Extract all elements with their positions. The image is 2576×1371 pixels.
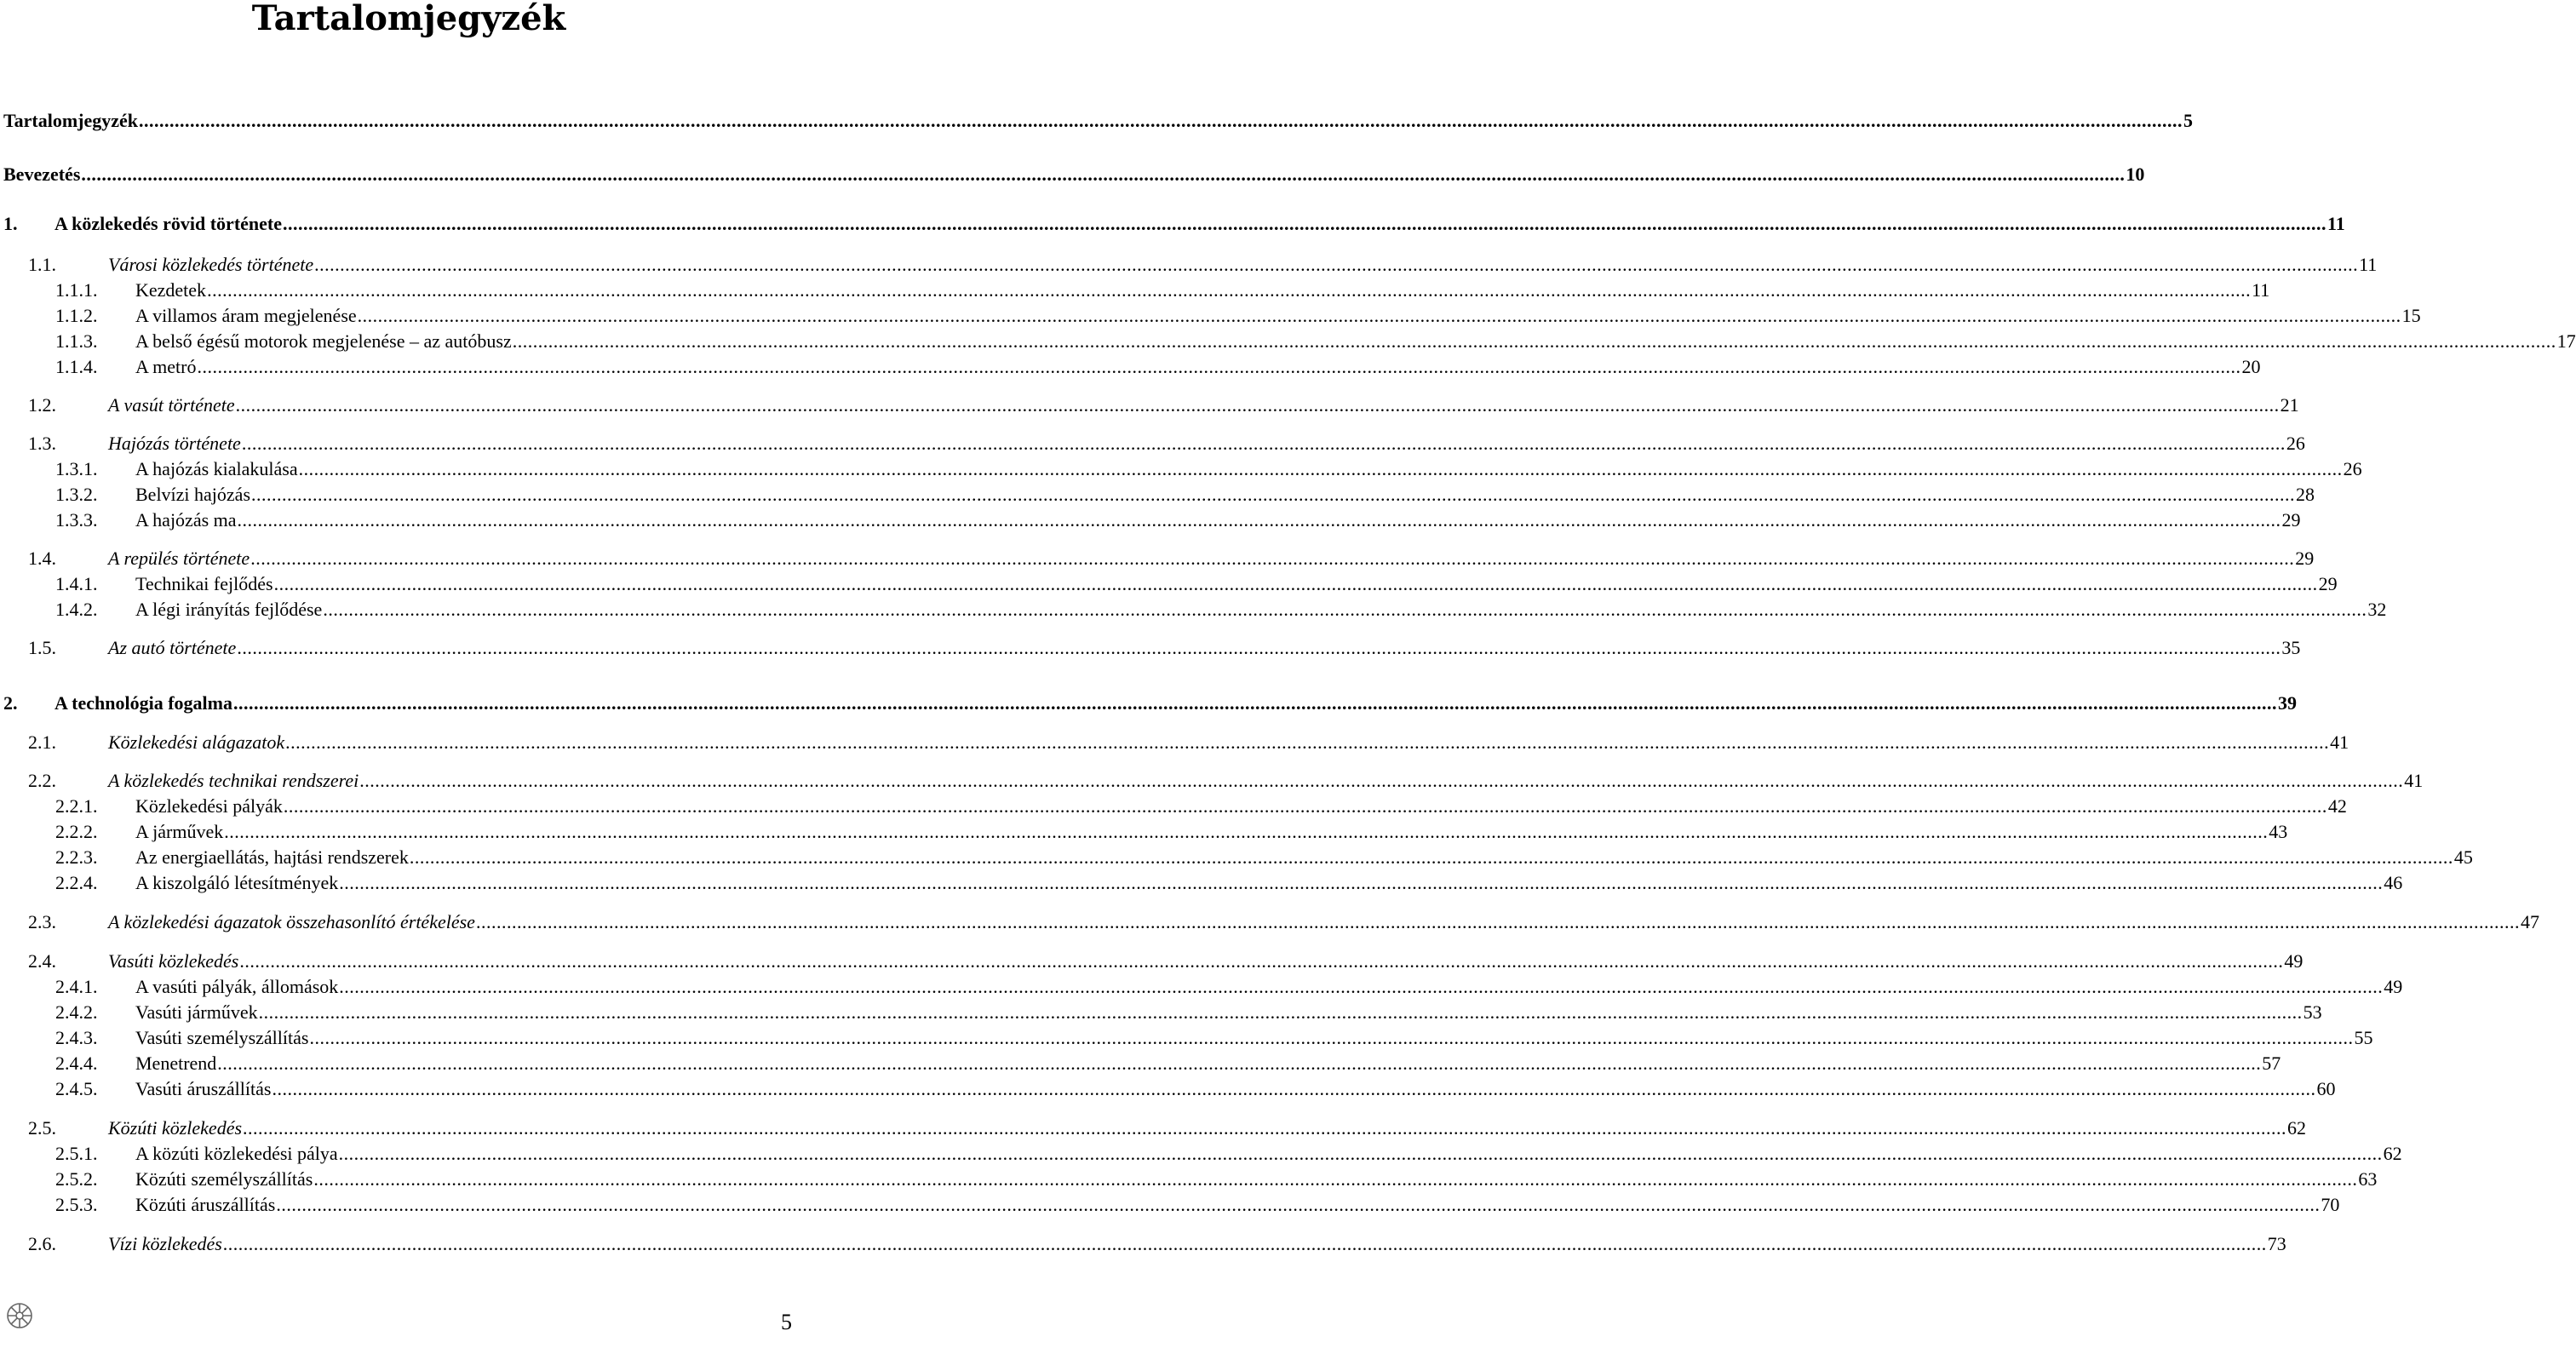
- toc-entry-line: [108, 393, 2299, 418]
- toc-dot-leader: ................................................................................................................................................................................................................................................................................................................................................................................................................: [314, 254, 2359, 275]
- toc-entry-title: A közlekedési ágazatok összehasonlító értékelése: [108, 911, 475, 932]
- toc-entry-line: [108, 730, 2349, 755]
- toc-entry-page: 17: [2556, 330, 2576, 352]
- toc-entry-page: 46: [2384, 872, 2403, 893]
- toc-entry-title: A metró: [135, 356, 197, 377]
- toc-dot-leader: ................................................................................................................................................................................................................................................................................................................................................................................................................: [217, 1053, 2262, 1074]
- toc-entry[interactable]: [0, 508, 2301, 533]
- toc-entry[interactable]: [0, 949, 2303, 974]
- toc-dot-leader: ................................................................................................................................................................................................................................................................................................................................................................................................................: [339, 976, 2384, 997]
- toc-entry-page: 49: [2284, 950, 2303, 972]
- toc-dot-leader: ................................................................................................................................................................................................................................................................................................................................................................................................................: [197, 356, 2241, 377]
- page-number: 5: [781, 1310, 792, 1334]
- toc-entry-page: 29: [2281, 509, 2301, 531]
- toc-entry[interactable]: [0, 303, 2421, 329]
- toc-dot-leader: ................................................................................................................................................................................................................................................................................................................................................................................................................: [276, 1194, 2321, 1215]
- toc-entry-title: A villamos áram megjelenése: [135, 305, 357, 326]
- toc-entry-title: A vasúti pályák, állomások: [135, 976, 339, 997]
- toc-entry[interactable]: [0, 393, 2299, 418]
- toc-entry-title: Bevezetés: [3, 163, 81, 185]
- toc-entry-page: 35: [2281, 637, 2301, 658]
- toc-entry[interactable]: [0, 1141, 2402, 1167]
- toc-entry-page: 26: [2343, 458, 2362, 479]
- toc-entry-title: Közlekedési pályák: [135, 795, 283, 817]
- toc-dot-leader: ................................................................................................................................................................................................................................................................................................................................................................................................................: [250, 548, 2295, 569]
- toc-entry[interactable]: [0, 211, 2345, 237]
- toc-dot-leader: ................................................................................................................................................................................................................................................................................................................................................................................................................: [224, 821, 2269, 842]
- toc-entry-page: 60: [2316, 1078, 2336, 1099]
- toc-entry-number: 1.1.1.: [55, 279, 98, 301]
- toc-dot-leader: ................................................................................................................................................................................................................................................................................................................................................................................................................: [272, 1078, 2316, 1099]
- toc-entry-page: 11: [2252, 279, 2270, 301]
- toc-entry-title: A járművek: [135, 821, 224, 842]
- toc-entry-line: [135, 1025, 2373, 1051]
- toc-entry-line: [108, 1231, 2286, 1257]
- toc-entry-title: A repülés története: [108, 548, 250, 569]
- toc-entry-number: 1.: [3, 213, 18, 234]
- toc-entry[interactable]: [0, 1167, 2378, 1192]
- toc-entry-number: 2.5.2.: [55, 1168, 98, 1190]
- toc-entry[interactable]: [0, 162, 2145, 187]
- toc-entry-number: 2.5.1.: [55, 1143, 98, 1164]
- toc-entry-page: 21: [2280, 394, 2299, 416]
- toc-entry-page: 29: [2295, 548, 2315, 569]
- toc-entry-line: [135, 1051, 2281, 1076]
- toc-entry[interactable]: [0, 1076, 2336, 1102]
- toc-entry-page: 5: [2183, 110, 2194, 131]
- toc-entry-page: 41: [2330, 731, 2349, 753]
- toc-entry-number: 2.6.: [28, 1233, 56, 1254]
- toc-entry-page: 11: [2327, 213, 2345, 234]
- toc-dot-leader: ................................................................................................................................................................................................................................................................................................................................................................................................................: [139, 110, 2183, 131]
- toc-entry-number: 2.: [3, 692, 18, 714]
- toc-dot-leader: ................................................................................................................................................................................................................................................................................................................................................................................................................: [273, 573, 2318, 594]
- toc-dot-leader: ................................................................................................................................................................................................................................................................................................................................................................................................................: [512, 330, 2556, 352]
- toc-entry-line: [135, 1167, 2378, 1192]
- toc-entry-number: 2.5.3.: [55, 1194, 98, 1215]
- toc-entry[interactable]: [0, 482, 2315, 508]
- toc-entry-page: 45: [2453, 846, 2473, 868]
- toc-dot-leader: ................................................................................................................................................................................................................................................................................................................................................................................................................: [339, 872, 2384, 893]
- toc-entry-title: Menetrend: [135, 1053, 217, 1074]
- toc-entry[interactable]: [0, 571, 2338, 597]
- toc-entry-number: 1.4.: [28, 548, 56, 569]
- toc-entry-page: 70: [2321, 1194, 2340, 1215]
- toc-entry-number: 1.5.: [28, 637, 56, 658]
- toc-entry[interactable]: [0, 354, 2261, 380]
- toc-entry-title: Közlekedési alágazatok: [108, 731, 285, 753]
- page-title: Tartalomjegyzék: [251, 0, 566, 38]
- toc-entry-page: 42: [2327, 795, 2347, 817]
- toc-dot-leader: ................................................................................................................................................................................................................................................................................................................................................................................................................: [251, 484, 2296, 505]
- toc-entry[interactable]: [0, 768, 2424, 794]
- toc-entry-title: A vasút története: [108, 394, 235, 416]
- toc-entry-title: Közúti közlekedés: [108, 1117, 243, 1139]
- toc-entry-line: [135, 794, 2347, 819]
- toc-entry-title: Közúti személyszállítás: [135, 1168, 313, 1190]
- toc-entry[interactable]: [0, 870, 2403, 896]
- toc-entry-page: 73: [2267, 1233, 2286, 1254]
- toc-entry-number: 1.1.3.: [55, 330, 98, 352]
- toc-dot-leader: ................................................................................................................................................................................................................................................................................................................................................................................................................: [475, 911, 2520, 932]
- toc-entry-title: Technikai fejlődés: [135, 573, 273, 594]
- toc-entry[interactable]: [0, 456, 2362, 482]
- toc-dot-leader: ................................................................................................................................................................................................................................................................................................................................................................................................................: [298, 458, 2343, 479]
- toc-entry-number: 2.4.5.: [55, 1078, 98, 1099]
- toc-entry-number: 2.4.1.: [55, 976, 98, 997]
- toc-entry-line: [135, 278, 2270, 303]
- toc-entry[interactable]: [0, 1025, 2373, 1051]
- toc-entry-line: [135, 508, 2301, 533]
- toc-entry-page: 39: [2278, 692, 2297, 714]
- toc-entry-page: 41: [2404, 770, 2424, 791]
- toc-entry[interactable]: [0, 1000, 2322, 1025]
- toc-entry[interactable]: [0, 794, 2347, 819]
- toc-entry[interactable]: [0, 546, 2315, 571]
- toc-entry-title: Hajózás története: [108, 433, 241, 454]
- toc-entry[interactable]: [0, 252, 2378, 278]
- toc-entry[interactable]: [0, 819, 2288, 845]
- toc-entry-line: [135, 354, 2261, 380]
- toc-entry-page: 32: [2367, 599, 2387, 620]
- toc-entry[interactable]: [0, 1116, 2307, 1141]
- toc-dot-leader: ................................................................................................................................................................................................................................................................................................................................................................................................................: [323, 599, 2367, 620]
- toc-entry-line: [135, 456, 2362, 482]
- toc-entry-title: A közlekedés rövid története: [55, 213, 282, 234]
- toc-entry-title: A hajózás kialakulása: [135, 458, 298, 479]
- toc-entry-line: [135, 571, 2338, 597]
- toc-entry-page: 62: [2287, 1117, 2307, 1139]
- toc-entry-page: 15: [2401, 305, 2421, 326]
- toc-entry-line: [135, 870, 2403, 896]
- toc-entry[interactable]: [0, 431, 2305, 456]
- toc-dot-leader: ................................................................................................................................................................................................................................................................................................................................................................................................................: [81, 163, 2126, 185]
- toc-dot-leader: ................................................................................................................................................................................................................................................................................................................................................................................................................: [338, 1143, 2383, 1164]
- toc-dot-leader: ................................................................................................................................................................................................................................................................................................................................................................................................................: [409, 846, 2453, 868]
- toc-entry-page: 10: [2126, 163, 2145, 185]
- toc-dot-leader: ................................................................................................................................................................................................................................................................................................................................................................................................................: [222, 1233, 2267, 1254]
- toc-entry-line: [55, 691, 2297, 716]
- toc-entry-number: 1.3.3.: [55, 509, 98, 531]
- toc-entry-title: Tartalomjegyzék: [3, 110, 139, 131]
- toc-entry-page: 43: [2269, 821, 2288, 842]
- toc-dot-leader: ................................................................................................................................................................................................................................................................................................................................................................................................................: [313, 1168, 2358, 1190]
- toc-entry-number: 2.1.: [28, 731, 56, 753]
- toc-entry-title: A kiszolgáló létesítmények: [135, 872, 339, 893]
- toc-dot-leader: ................................................................................................................................................................................................................................................................................................................................................................................................................: [285, 731, 2330, 753]
- toc-entry-line: [135, 819, 2288, 845]
- toc-entry[interactable]: [0, 1231, 2286, 1257]
- toc-dot-leader: ................................................................................................................................................................................................................................................................................................................................................................................................................: [239, 950, 2284, 972]
- toc-entry-title: A hajózás ma: [135, 509, 237, 531]
- toc-entry-title: Belvízi hajózás: [135, 484, 251, 505]
- toc-entry-line: [135, 1076, 2336, 1102]
- toc-entry-title: A légi irányítás fejlődése: [135, 599, 323, 620]
- toc-entry-line: [135, 597, 2387, 622]
- wheel-logo-icon: [5, 1301, 34, 1330]
- toc-entry[interactable]: [0, 108, 2194, 134]
- toc-entry-line: [135, 303, 2421, 329]
- toc-entry-line: [3, 162, 2145, 187]
- toc-dot-leader: ................................................................................................................................................................................................................................................................................................................................................................................................................: [283, 213, 2326, 234]
- toc-dot-leader: ................................................................................................................................................................................................................................................................................................................................................................................................................: [357, 305, 2401, 326]
- toc-dot-leader: ................................................................................................................................................................................................................................................................................................................................................................................................................: [207, 279, 2252, 301]
- toc-entry-page: 26: [2286, 433, 2305, 454]
- toc-entry-page: 29: [2318, 573, 2338, 594]
- toc-entry-page: 20: [2241, 356, 2261, 377]
- toc-entry-number: 1.1.2.: [55, 305, 98, 326]
- toc-entry-page: 49: [2384, 976, 2403, 997]
- toc-dot-leader: ................................................................................................................................................................................................................................................................................................................................................................................................................: [237, 509, 2281, 531]
- toc-entry-page: 62: [2383, 1143, 2402, 1164]
- toc-entry-page: 57: [2262, 1053, 2281, 1074]
- toc-entry[interactable]: [0, 1192, 2340, 1218]
- toc-entry-title: Vasúti járművek: [135, 1001, 258, 1023]
- toc-entry-line: [135, 1000, 2322, 1025]
- toc-entry-title: A közlekedés technikai rendszerei: [108, 770, 359, 791]
- toc-entry-number: 1.4.2.: [55, 599, 98, 620]
- toc-entry-number: 2.4.: [28, 950, 56, 972]
- toc-entry-number: 2.2.1.: [55, 795, 98, 817]
- toc-dot-leader: ................................................................................................................................................................................................................................................................................................................................................................................................................: [283, 795, 2327, 817]
- toc-entry-number: 2.4.3.: [55, 1027, 98, 1048]
- toc-entry-title: Vasúti áruszállítás: [135, 1078, 272, 1099]
- toc-entry-number: 2.2.2.: [55, 821, 98, 842]
- toc-entry[interactable]: [0, 909, 2539, 935]
- toc-entry-title: Kezdetek: [135, 279, 207, 301]
- toc-entry-number: 1.3.: [28, 433, 56, 454]
- toc-entry-title: Vízi közlekedés: [108, 1233, 222, 1254]
- toc-entry-number: 1.4.1.: [55, 573, 98, 594]
- toc-entry-page: 63: [2358, 1168, 2378, 1190]
- toc-entry-number: 2.2.4.: [55, 872, 98, 893]
- toc-entry-number: 2.4.4.: [55, 1053, 98, 1074]
- toc-entry-line: [108, 1116, 2307, 1141]
- toc-entry-page: 55: [2354, 1027, 2373, 1048]
- toc-dot-leader: ................................................................................................................................................................................................................................................................................................................................................................................................................: [233, 692, 2277, 714]
- toc-entry-line: [55, 211, 2345, 237]
- toc-entry[interactable]: [0, 1051, 2281, 1076]
- toc-entry-number: 1.1.: [28, 254, 56, 275]
- toc-dot-leader: ................................................................................................................................................................................................................................................................................................................................................................................................................: [237, 637, 2281, 658]
- toc-entry-page: 28: [2296, 484, 2315, 505]
- toc-entry-page: 11: [2359, 254, 2378, 275]
- toc-entry-line: [135, 974, 2403, 1000]
- toc-entry-title: A technológia fogalma: [55, 692, 232, 714]
- toc-entry-number: 2.2.3.: [55, 846, 98, 868]
- toc-entry-line: [108, 431, 2305, 456]
- toc-entry-title: Az autó története: [108, 637, 237, 658]
- toc-entry-number: 2.3.: [28, 911, 56, 932]
- toc-entry[interactable]: [0, 635, 2301, 661]
- toc-entry-title: Közúti áruszállítás: [135, 1194, 276, 1215]
- toc-entry-number: 2.4.2.: [55, 1001, 98, 1023]
- toc-entry[interactable]: [0, 691, 2297, 716]
- toc-entry-page: 53: [2303, 1001, 2322, 1023]
- toc-entry-title: A közúti közlekedési pálya: [135, 1143, 338, 1164]
- toc-entry-line: [108, 768, 2424, 794]
- toc-dot-leader: ................................................................................................................................................................................................................................................................................................................................................................................................................: [258, 1001, 2303, 1023]
- toc-entry[interactable]: [0, 974, 2403, 1000]
- toc-entry-line: [135, 845, 2473, 870]
- toc-entry[interactable]: [0, 597, 2387, 622]
- toc-entry-title: Vasúti közlekedés: [108, 950, 239, 972]
- toc-entry-line: [108, 635, 2301, 661]
- toc-entry-number: 1.2.: [28, 394, 56, 416]
- toc-entry-page: 47: [2520, 911, 2539, 932]
- toc-entry-number: 1.3.1.: [55, 458, 98, 479]
- toc-entry-title: Vasúti személyszállítás: [135, 1027, 309, 1048]
- toc-dot-leader: ................................................................................................................................................................................................................................................................................................................................................................................................................: [359, 770, 2404, 791]
- toc-entry-number: 1.3.2.: [55, 484, 98, 505]
- toc-entry-line: [3, 108, 2194, 134]
- toc-entry-line: [108, 949, 2303, 974]
- toc-dot-leader: ................................................................................................................................................................................................................................................................................................................................................................................................................: [241, 433, 2286, 454]
- toc-entry-title: A belső égésű motorok megjelenése – az autóbusz: [135, 330, 512, 352]
- toc-entry-number: 2.2.: [28, 770, 56, 791]
- toc-entry[interactable]: [0, 278, 2270, 303]
- toc-entry-title: Az energiaellátás, hajtási rendszerek: [135, 846, 409, 868]
- toc-entry-line: [108, 546, 2315, 571]
- toc-entry-line: [135, 1192, 2340, 1218]
- toc-entry[interactable]: [0, 329, 2576, 354]
- toc-entry-line: [135, 1141, 2402, 1167]
- toc-dot-leader: ................................................................................................................................................................................................................................................................................................................................................................................................................: [243, 1117, 2287, 1139]
- toc-dot-leader: ................................................................................................................................................................................................................................................................................................................................................................................................................: [309, 1027, 2354, 1048]
- toc-entry-line: [108, 252, 2378, 278]
- toc-entry-line: [108, 909, 2539, 935]
- toc-entry-line: [135, 482, 2315, 508]
- toc-entry[interactable]: [0, 730, 2349, 755]
- toc-dot-leader: ................................................................................................................................................................................................................................................................................................................................................................................................................: [235, 394, 2280, 416]
- toc-entry-line: [135, 329, 2576, 354]
- toc-entry-title: Városi közlekedés története: [108, 254, 314, 275]
- toc-entry-number: 1.1.4.: [55, 356, 98, 377]
- toc-entry[interactable]: [0, 845, 2473, 870]
- toc-entry-number: 2.5.: [28, 1117, 56, 1139]
